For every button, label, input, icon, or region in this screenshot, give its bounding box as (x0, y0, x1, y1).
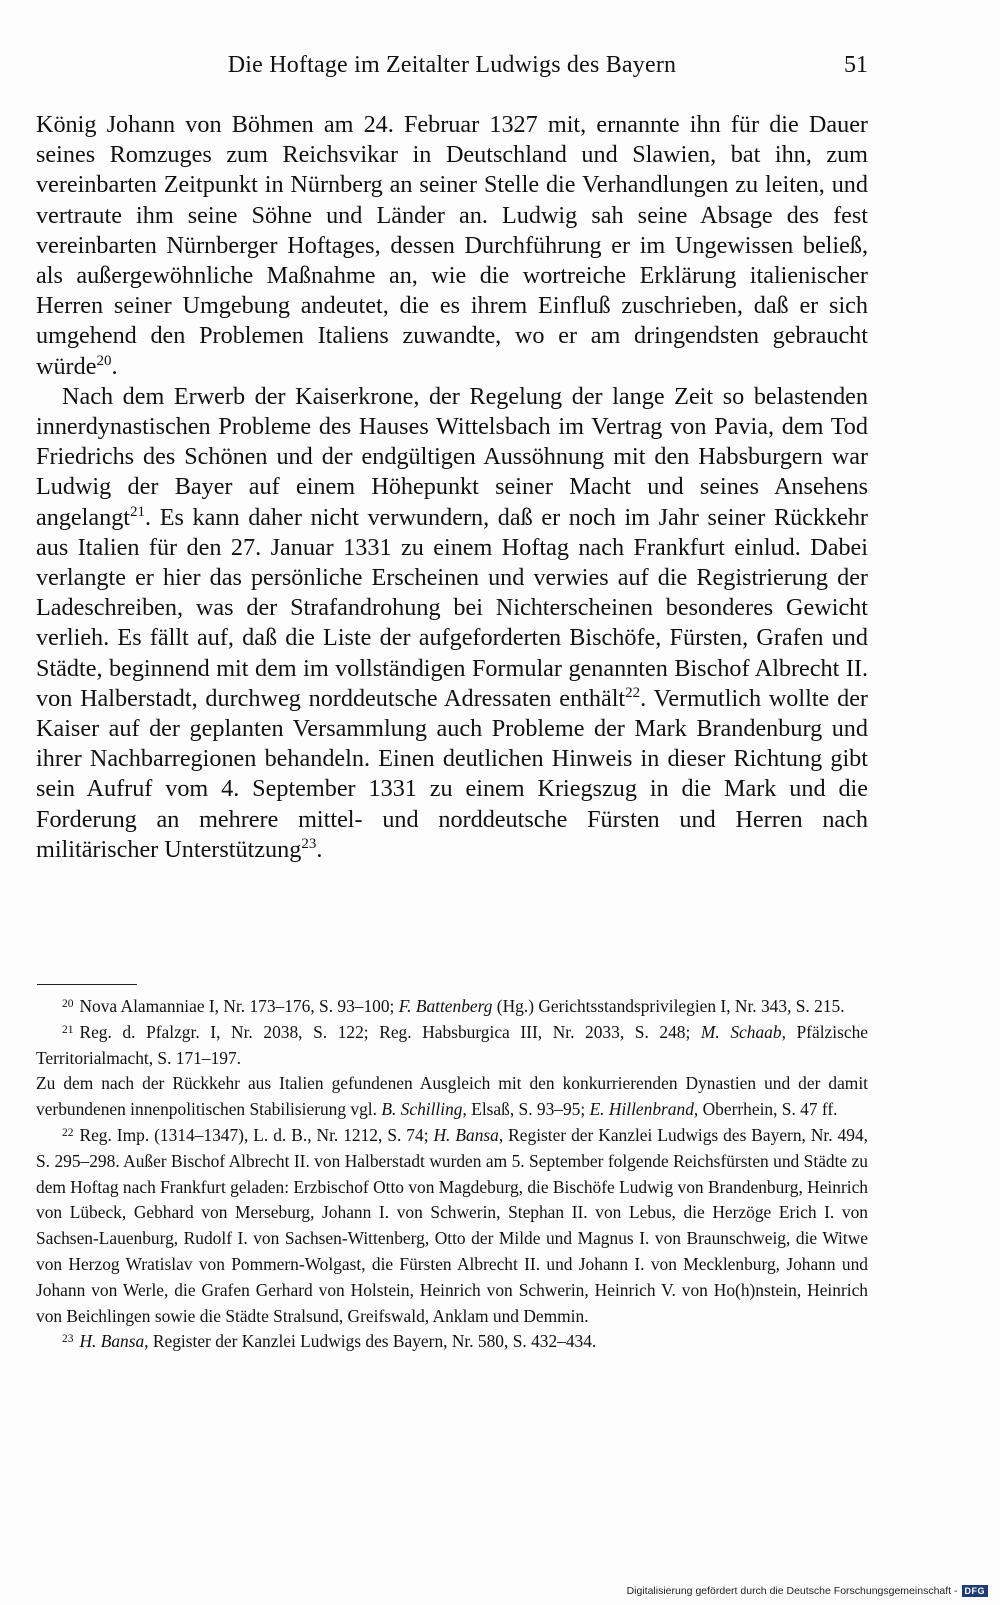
footnote-author: H. Bansa (79, 1331, 145, 1352)
page-number: 51 (844, 52, 868, 78)
footnote-text: , Oberrhein, S. 47 ff. (693, 1099, 838, 1120)
footnote-author: E. Hillenbrand (589, 1099, 694, 1120)
footnote-ref-20: 20 (96, 352, 112, 369)
digitization-credit (627, 1585, 988, 1597)
footnote-ref-23: 23 (301, 835, 317, 852)
footnotes (36, 994, 868, 1355)
paragraph-2 (36, 382, 868, 865)
footnote-author: F. Battenberg (398, 996, 493, 1016)
paragraph-1 (36, 110, 868, 382)
footnote-20 (36, 994, 868, 1020)
footnote-22 (36, 1123, 868, 1329)
paragraph-1-end: . (111, 352, 118, 380)
running-title: Die Hoftage im Zeitalter Ludwigs des Bayern (227, 52, 677, 78)
footnote-ref-22: 22 (625, 684, 641, 701)
page-header (36, 48, 868, 82)
footnote-text: Reg. Imp. (1314–1347), L. d. B., Nr. 1212, S. 74; (79, 1124, 434, 1145)
footnote-text: (Hg.) Gerichtsstandsprivilegien I, Nr. 343, S. 215. (492, 996, 845, 1016)
footnote-text: , Register der Kanzlei Ludwigs des Bayern, Nr. 580, S. 432–434. (144, 1331, 597, 1352)
footnote-author: B. Schilling (381, 1099, 463, 1120)
footnote-number: 22 (62, 1126, 74, 1139)
paragraph-2-part-b: . Es kann daher nicht verwundern, daß er noch im Jahr seiner Rückkehr aus Italien für den 27. Januar 1331 zu einem Hoftag nach Frankfurt einlud. Dabei verlangte er hier das persönliche Erscheinen und verwies auf die Registrierung der Ladeschreiben, was der Strafandrohung bei Nichterscheinen besonderes Gewicht verlieh. Es fällt auf, daß die Liste der aufgeforderten Bischöfe, Fürsten, Grafen und Städte, beginnend mit dem im vollständigen Formular genannten Bischof Albrecht II. von Halberstadt, durchweg norddeutsche Adressaten enthält (36, 503, 868, 712)
footnote-text: Reg. d. Pfalzgr. I, Nr. 2038, S. 122; Reg. Habsburgica III, Nr. 2033, S. 248; (79, 1021, 701, 1042)
footnote-text: Nova Alamanniae I, Nr. 173–176, S. 93–100; (79, 996, 399, 1016)
footnote-ref-21: 21 (130, 503, 146, 520)
footnote-text: , Register der Kanzlei Ludwigs des Bayern, Nr. 494, S. 295–298. Außer Bischof Albrecht II. von Halberstadt wurden am 5. September folgende Reichsfürsten und Städte zu dem Hoftag nach Frankfurt geladen: Erzbischof Otto von Magdeburg, die Bischöfe Ludwig von Brandenburg, Heinrich von Lübeck, Gebhard von Merseburg, Johann I. von Schwerin, Stephan II. von Lebus, die Herzöge Erich I. von Sachsen-Lauenburg, Rudolf I. von Sachsen-Wittenberg, Otto der Milde und Magnus I. von Braunschweig, die Witwe von Herzog Wratislav von Pommern-Wolgast, die Fürsten Albrecht II. und Johann I. von Mecklenburg, Johann und Johann von Werle, die Grafen Gerhard von Holstein, Heinrich von Schwerin, Heinrich V. von Ho(h)nstein, Heinrich von Beichlingen sowie die Städte Stralsund, Greifswald, Anklam und Demmin. (36, 1124, 868, 1326)
footnote-text: , Elsaß, S. 93–95; (462, 1099, 590, 1120)
footnote-23 (36, 1329, 868, 1355)
paragraph-2-part-a: Nach dem Erwerb der Kaiserkrone, der Regelung der lange Zeit so belastenden innerdynastischen Probleme des Hauses Wittelsbach im Vertrag von Pavia, dem Tod Friedrichs des Schönen und der endgültigen Aussöhnung mit den Habsburgern war Ludwig der Bayer auf einem Höhepunkt seiner Macht und seines Ansehens angelangt (36, 382, 868, 531)
footnote-21 (36, 1020, 868, 1072)
footnote-text: , Pfälzische Territorialmacht, S. 171–197. (36, 1021, 868, 1068)
main-text (36, 110, 868, 865)
footnote-author: M. Schaab (700, 1021, 782, 1042)
dfg-logo: DFG (962, 1585, 989, 1597)
paragraph-1-text: König Johann von Böhmen am 24. Februar 1327 mit, ernannte ihn für die Dauer seines Romzuges zum Reichsvikar in Deutschland und Slawien, bat ihn, zum vereinbarten Zeitpunkt in Nürnberg an seiner Stelle die Verhandlungen zu leiten, und vertraute ihm seine Söhne und Länder an. Ludwig sah seine Absage des fest vereinbarten Nürnberger Hoftages, dessen Durchführung er im Ungewissen beließ, als außergewöhnliche Maßnahme an, wie die wortreiche Erklärung italienischer Herren seiner Umgebung andeutet, die es ihrem Einfluß zuschrieben, daß er sich umgehend den Problemen Italiens zuwandte, wo er am dringendsten gebraucht würde (36, 111, 868, 380)
footnote-text: Zu dem nach der Rückkehr aus Italien gefundenen Ausgleich mit den konkurrierenden Dynastien und der damit verbundenen innenpolitischen Stabilisierung vgl. (36, 1073, 868, 1120)
footnote-21-continuation (36, 1071, 868, 1123)
footnote-author: H. Bansa (433, 1124, 499, 1145)
paragraph-2-end: . (316, 835, 323, 863)
footnote-divider (37, 984, 137, 985)
paragraph-2-part-c: . Vermutlich wollte der Kaiser auf der geplanten Versammlung auch Probleme der Mark Brandenburg und ihrer Nachbarregionen behandeln. Einen deutlichen Hinweis in dieser Richtung gibt sein Aufruf vom 4. September 1331 zu einem Kriegszug in die Mark und die Forderung an mehrere mittel- und norddeutsche Fürsten und Herren nach militärischer Unterstützung (36, 684, 868, 863)
footnote-number: 20 (62, 997, 74, 1010)
footnote-number: 23 (62, 1333, 74, 1346)
credit-text: Digitalisierung gefördert durch die Deutsche Forschungsgemeinschaft - (626, 1585, 958, 1597)
footnote-number: 21 (62, 1023, 74, 1036)
